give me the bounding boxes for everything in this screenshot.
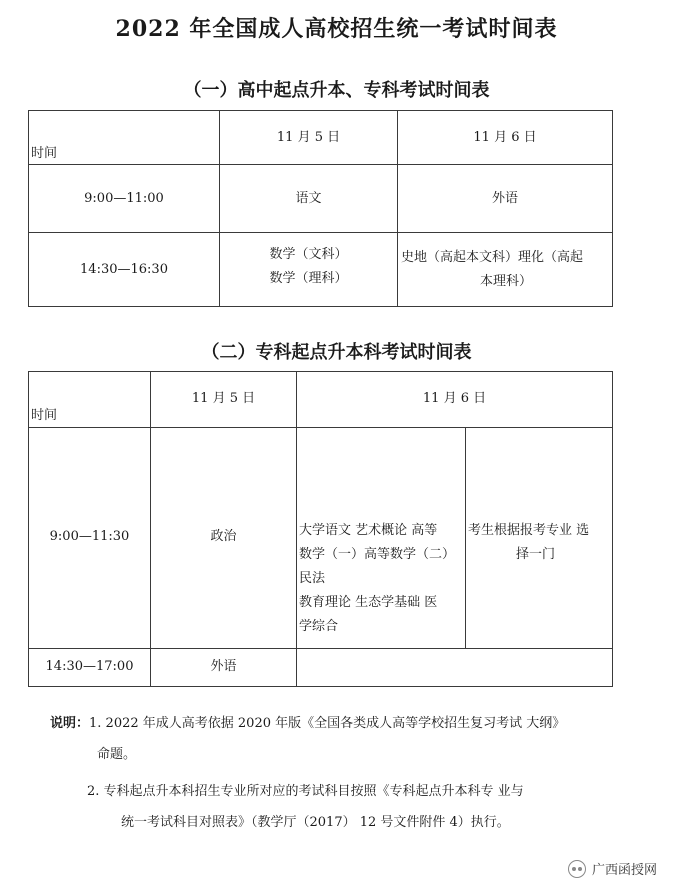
table1-row2-day2 xyxy=(401,248,611,291)
notes-item1: 1. 2022 年成人高考依据 2020 年版《全国各类成人高等学校招生复习考试 大纲》 xyxy=(89,716,566,731)
table2-row2-time: 14:30—17:00 xyxy=(45,659,134,674)
subject-line: 数学（文科） xyxy=(269,247,348,262)
notes-line1b: 命题。 xyxy=(97,747,137,762)
table1-row1-day2: 外语 xyxy=(491,191,518,206)
subject-line: 本理科） xyxy=(479,273,532,289)
table1-row1-day1: 语文 xyxy=(295,191,322,206)
note-line: 考生根据报考专业 选 xyxy=(468,523,590,538)
table2-heading: （二）专科起点升本科考试时间表 xyxy=(201,342,472,363)
table2-corner-label: 时间 xyxy=(31,408,58,423)
subject-line: 数学（一）高等数学（二） xyxy=(299,547,456,562)
table1-row2-time: 14:30—16:30 xyxy=(80,262,168,277)
wechat-icon xyxy=(568,860,586,878)
notes-item2: 2. 专科起点升本科招生专业所对应的考试科目按照《专科起点升本科专 业与 xyxy=(87,784,524,799)
table1-row1-time: 9:00—11:00 xyxy=(84,191,164,206)
table1-corner-label: 时间 xyxy=(31,146,58,161)
subject-line: 史地（高起本文科）理化（高起 xyxy=(401,250,584,265)
notes-line1 xyxy=(50,714,565,735)
table1-col-day2: 11 月 6 日 xyxy=(473,130,537,145)
table1-row2-day1 xyxy=(220,245,397,288)
notes-line2b: 统一考试科目对照表》（教学厅（2017） 12 号文件附件 4）执行。 xyxy=(121,815,510,830)
watermark xyxy=(568,859,657,878)
subject-line: 民法 xyxy=(299,571,326,586)
subject-line: 学综合 xyxy=(299,619,339,634)
subject-line: 教育理论 生态学基础 医 xyxy=(299,595,438,610)
watermark-text: 广西函授网 xyxy=(591,863,657,878)
table2-row1-day2-note xyxy=(468,519,611,567)
subject-line: 大学语文 艺术概论 高等 xyxy=(299,523,438,538)
notes-label: 说明： xyxy=(50,716,90,731)
page-title: 2022 年全国成人高校招生统一考试时间表 xyxy=(115,16,558,42)
table1-col-day1: 11 月 5 日 xyxy=(276,130,341,145)
note-line: 择一门 xyxy=(516,547,556,562)
table2-col-day2: 11 月 6 日 xyxy=(422,391,487,406)
table2-row1-day2-subjects xyxy=(299,519,465,639)
table2-col-day1: 11 月 5 日 xyxy=(191,391,256,406)
table2-row2-day1: 外语 xyxy=(210,659,237,674)
table1-heading: （一）高中起点升本、专科考试时间表 xyxy=(183,80,490,101)
subject-line: 数学（理科） xyxy=(269,270,348,286)
table2-row1-day1: 政治 xyxy=(210,529,237,544)
table2-row1-time: 9:00—11:30 xyxy=(49,529,130,544)
